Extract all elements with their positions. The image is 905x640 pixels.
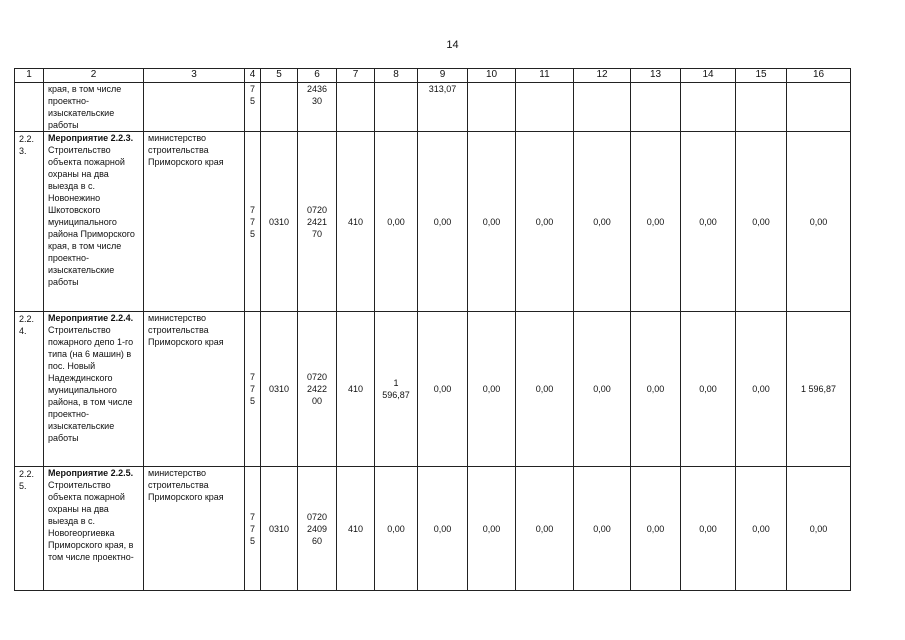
measure-cell	[44, 132, 144, 312]
col-header: 13	[631, 69, 681, 83]
cell-c15: 0,00	[736, 467, 787, 591]
cell-c6: 2436 30	[298, 83, 337, 132]
cell-c13	[631, 83, 681, 132]
cell-c12: 0,00	[574, 312, 631, 467]
cell-c16: 0,00	[787, 132, 851, 312]
cell-c13: 0,00	[631, 312, 681, 467]
measure-title: Мероприятие 2.2.3.	[48, 133, 134, 143]
table-row	[15, 467, 851, 591]
cell-c6: 0720 2421 70	[298, 132, 337, 312]
col-header: 14	[681, 69, 736, 83]
col-header: 9	[418, 69, 468, 83]
table-row	[15, 132, 851, 312]
measure-cell	[44, 467, 144, 591]
cell-c10	[468, 83, 516, 132]
row-number: 2.2. 3.	[15, 132, 44, 312]
cell-c14: 0,00	[681, 467, 736, 591]
col-header: 6	[298, 69, 337, 83]
col-header: 15	[736, 69, 787, 83]
cell-c9: 0,00	[418, 467, 468, 591]
cell-c4: 7 5	[245, 83, 261, 132]
cell-c12	[574, 83, 631, 132]
col-header: 12	[574, 69, 631, 83]
header-row	[15, 69, 851, 83]
cell-c6: 0720 2422 00	[298, 312, 337, 467]
cell-c9: 0,00	[418, 132, 468, 312]
page-number: 14	[446, 39, 459, 51]
cell-c4: 7 7 5	[245, 132, 261, 312]
cell-c8: 1 596,87	[375, 312, 418, 467]
cell-c14: 0,00	[681, 312, 736, 467]
measure-cell	[44, 312, 144, 467]
cell-c16: 0,00	[787, 467, 851, 591]
col-header: 10	[468, 69, 516, 83]
cell-c7: 410	[337, 467, 375, 591]
cell-c5	[261, 83, 298, 132]
cell-c6: 0720 2409 60	[298, 467, 337, 591]
cell-c10: 0,00	[468, 132, 516, 312]
col-header: 2	[44, 69, 144, 83]
cell-c15	[736, 83, 787, 132]
cell-c9: 313,07	[418, 83, 468, 132]
cell-c14	[681, 83, 736, 132]
cell-c10: 0,00	[468, 312, 516, 467]
cell-c12: 0,00	[574, 132, 631, 312]
table-row	[15, 312, 851, 467]
cell-c7	[337, 83, 375, 132]
cell-c9: 0,00	[418, 312, 468, 467]
measure-description: Строительство объекта пожарной охраны на два выезда в с. Новогеоргиевка Приморского края, в том числе проектно-	[48, 480, 134, 562]
cell-c15: 0,00	[736, 132, 787, 312]
measure-title: Мероприятие 2.2.4.	[48, 313, 134, 323]
row-number: 2.2. 5.	[15, 467, 44, 591]
cell-c11: 0,00	[516, 312, 574, 467]
cell-c11	[516, 83, 574, 132]
cell-c7: 410	[337, 132, 375, 312]
cell-c13: 0,00	[631, 132, 681, 312]
executor	[144, 83, 245, 132]
col-header: 11	[516, 69, 574, 83]
cell-c7: 410	[337, 312, 375, 467]
measure-description: края, в том числе проектно-изыскательские работы	[44, 83, 144, 132]
cell-c4: 7 7 5	[245, 312, 261, 467]
cell-c11: 0,00	[516, 467, 574, 591]
col-header: 5	[261, 69, 298, 83]
executor: министерство строительства Приморского края	[144, 312, 245, 467]
cell-c15: 0,00	[736, 312, 787, 467]
cell-c12: 0,00	[574, 467, 631, 591]
col-header: 1	[15, 69, 44, 83]
cell-c5: 0310	[261, 132, 298, 312]
cell-c8	[375, 83, 418, 132]
cell-c10: 0,00	[468, 467, 516, 591]
cell-c16: 1 596,87	[787, 312, 851, 467]
measure-description: Строительство пожарного депо 1-го типа (на 6 машин) в пос. Новый Надеждинского муниципального района, в том числе проектно-изыскательские работы	[48, 325, 134, 443]
cell-c8: 0,00	[375, 467, 418, 591]
row-number	[15, 83, 44, 132]
cell-c5: 0310	[261, 312, 298, 467]
executor: министерство строительства Приморского края	[144, 132, 245, 312]
col-header: 4	[245, 69, 261, 83]
col-header: 7	[337, 69, 375, 83]
col-header: 16	[787, 69, 851, 83]
cell-c5: 0310	[261, 467, 298, 591]
row-number: 2.2. 4.	[15, 312, 44, 467]
cell-c14: 0,00	[681, 132, 736, 312]
col-header: 3	[144, 69, 245, 83]
col-header: 8	[375, 69, 418, 83]
table-row	[15, 83, 851, 132]
cell-c11: 0,00	[516, 132, 574, 312]
executor: министерство строительства Приморского края	[144, 467, 245, 591]
measure-title: Мероприятие 2.2.5.	[48, 468, 134, 478]
measure-description: Строительство объекта пожарной охраны на два выезда в с. Новонежино Шкотовского муниципального района Приморского края, в том числе проектно-изыскательские работы	[48, 145, 135, 287]
cell-c4: 7 7 5	[245, 467, 261, 591]
cell-c13: 0,00	[631, 467, 681, 591]
cell-c16	[787, 83, 851, 132]
budget-table	[14, 68, 851, 591]
cell-c8: 0,00	[375, 132, 418, 312]
